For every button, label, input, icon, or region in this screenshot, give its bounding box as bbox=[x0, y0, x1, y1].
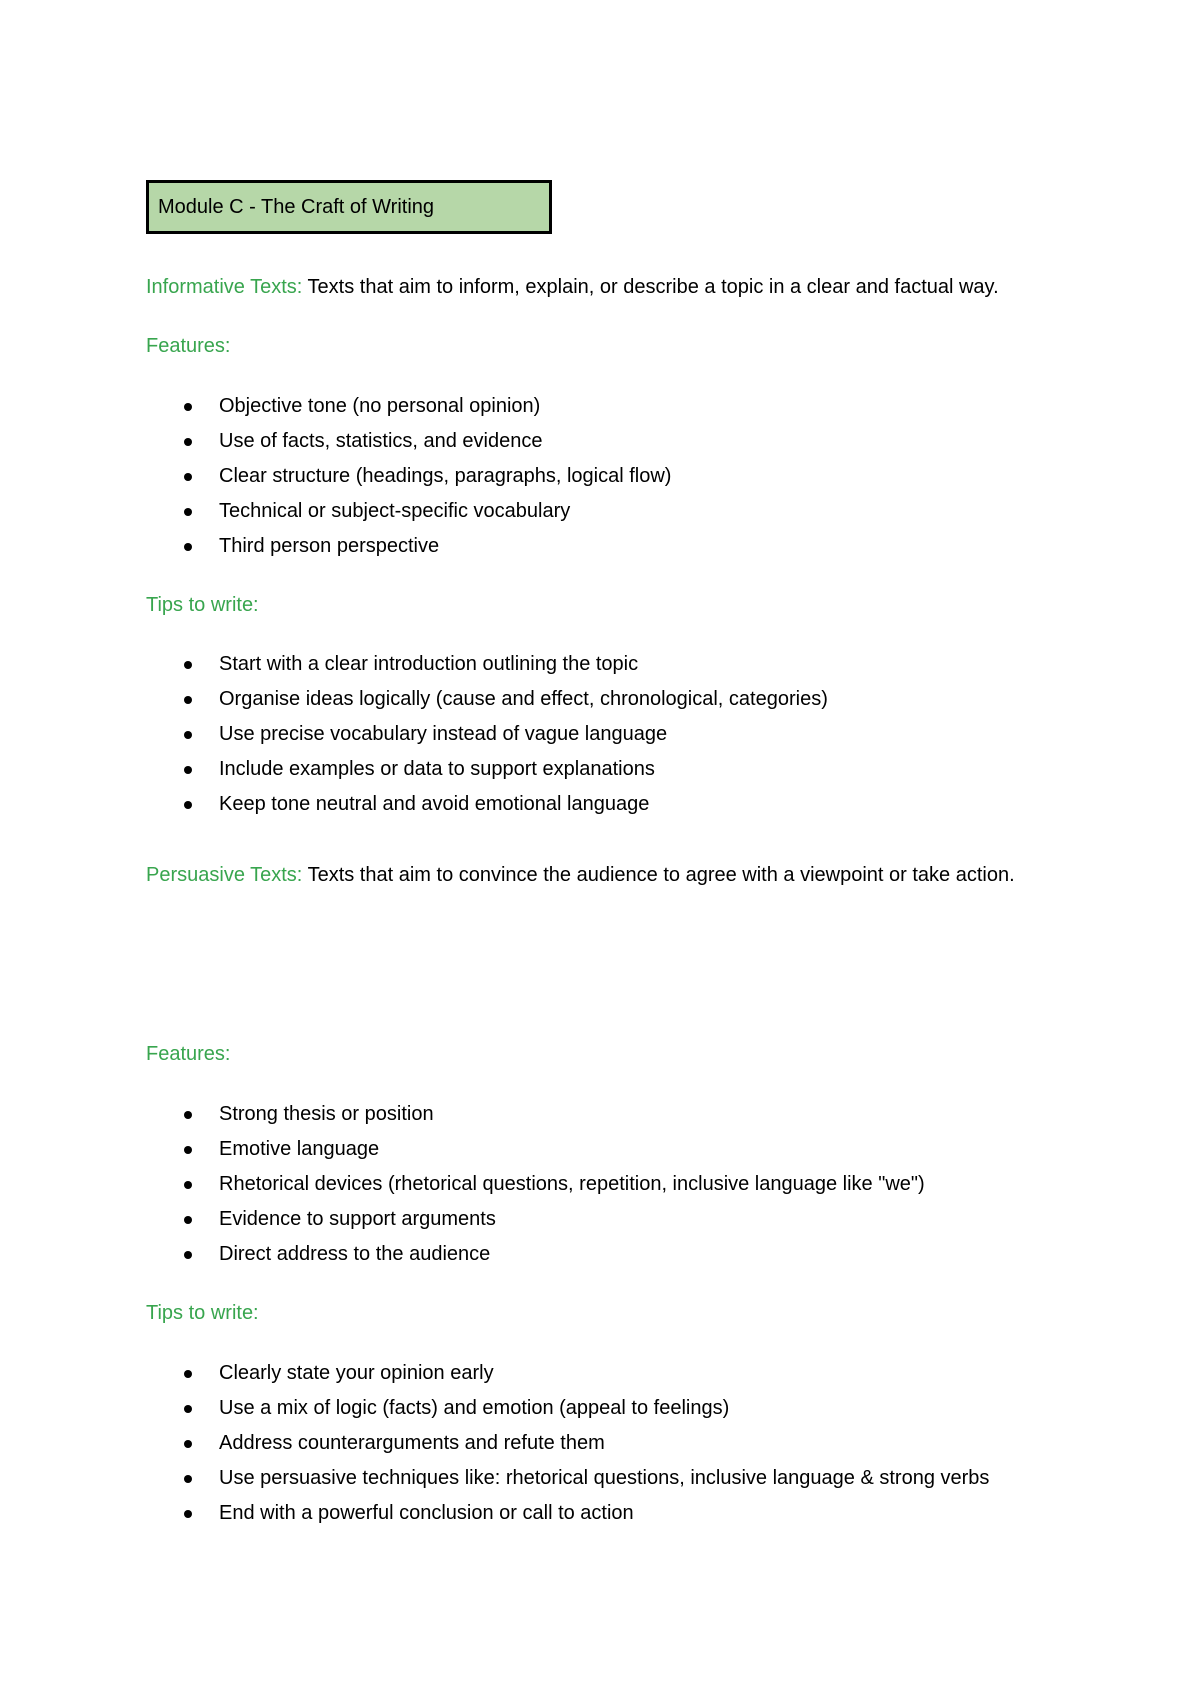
module-title: Module C - The Craft of Writing bbox=[158, 196, 435, 218]
bullet-icon bbox=[184, 508, 192, 516]
informative-features-heading: Features: bbox=[146, 335, 231, 357]
list-item: Third person perspective bbox=[182, 529, 671, 564]
bullet-icon bbox=[184, 403, 192, 411]
bullet-icon bbox=[184, 438, 192, 446]
informative-label: Informative Texts: bbox=[146, 276, 303, 298]
persuasive-features-list bbox=[182, 1097, 925, 1272]
informative-definition bbox=[146, 276, 999, 299]
list-item: Evidence to support arguments bbox=[182, 1202, 925, 1237]
bullet-icon bbox=[184, 1440, 192, 1448]
bullet-icon bbox=[184, 1251, 192, 1259]
informative-features-list bbox=[182, 389, 671, 564]
persuasive-tips-heading: Tips to write: bbox=[146, 1302, 259, 1324]
list-item: Use of facts, statistics, and evidence bbox=[182, 424, 671, 459]
list-item: Start with a clear introduction outlining the topic bbox=[182, 647, 828, 682]
bullet-icon bbox=[184, 1111, 192, 1119]
persuasive-features-heading: Features: bbox=[146, 1043, 231, 1065]
bullet-icon bbox=[184, 1510, 192, 1518]
list-item: Strong thesis or position bbox=[182, 1097, 925, 1132]
bullet-icon bbox=[184, 1475, 192, 1483]
list-item: Keep tone neutral and avoid emotional language bbox=[182, 787, 828, 822]
list-item: Rhetorical devices (rhetorical questions, repetition, inclusive language like "we") bbox=[182, 1167, 925, 1202]
list-item: Direct address to the audience bbox=[182, 1237, 925, 1272]
informative-tips-list bbox=[182, 647, 828, 822]
list-item: Include examples or data to support explanations bbox=[182, 752, 828, 787]
bullet-icon bbox=[184, 801, 192, 809]
bullet-icon bbox=[184, 766, 192, 774]
list-item: End with a powerful conclusion or call to action bbox=[182, 1496, 989, 1531]
module-title-box bbox=[146, 180, 552, 234]
bullet-icon bbox=[184, 696, 192, 704]
bullet-icon bbox=[184, 731, 192, 739]
informative-definition-text: Texts that aim to inform, explain, or describe a topic in a clear and factual way. bbox=[302, 276, 999, 298]
bullet-icon bbox=[184, 473, 192, 481]
bullet-icon bbox=[184, 543, 192, 551]
persuasive-label: Persuasive Texts: bbox=[146, 864, 303, 886]
bullet-icon bbox=[184, 1181, 192, 1189]
list-item: Use persuasive techniques like: rhetorical questions, inclusive language & strong verbs bbox=[182, 1461, 989, 1496]
list-item: Clear structure (headings, paragraphs, logical flow) bbox=[182, 459, 671, 494]
persuasive-tips-list bbox=[182, 1356, 989, 1531]
bullet-icon bbox=[184, 1146, 192, 1154]
list-item: Emotive language bbox=[182, 1132, 925, 1167]
persuasive-definition-text: Texts that aim to convince the audience to agree with a viewpoint or take action. bbox=[302, 864, 1015, 886]
list-item: Use precise vocabulary instead of vague language bbox=[182, 717, 828, 752]
bullet-icon bbox=[184, 1216, 192, 1224]
list-item: Organise ideas logically (cause and effect, chronological, categories) bbox=[182, 682, 828, 717]
list-item: Technical or subject-specific vocabulary bbox=[182, 494, 671, 529]
bullet-icon bbox=[184, 1405, 192, 1413]
informative-tips-heading: Tips to write: bbox=[146, 594, 259, 616]
bullet-icon bbox=[184, 1370, 192, 1378]
list-item: Clearly state your opinion early bbox=[182, 1356, 989, 1391]
list-item: Objective tone (no personal opinion) bbox=[182, 389, 671, 424]
persuasive-definition bbox=[146, 864, 1015, 887]
bullet-icon bbox=[184, 661, 192, 669]
list-item: Address counterarguments and refute them bbox=[182, 1426, 989, 1461]
list-item: Use a mix of logic (facts) and emotion (appeal to feelings) bbox=[182, 1391, 989, 1426]
